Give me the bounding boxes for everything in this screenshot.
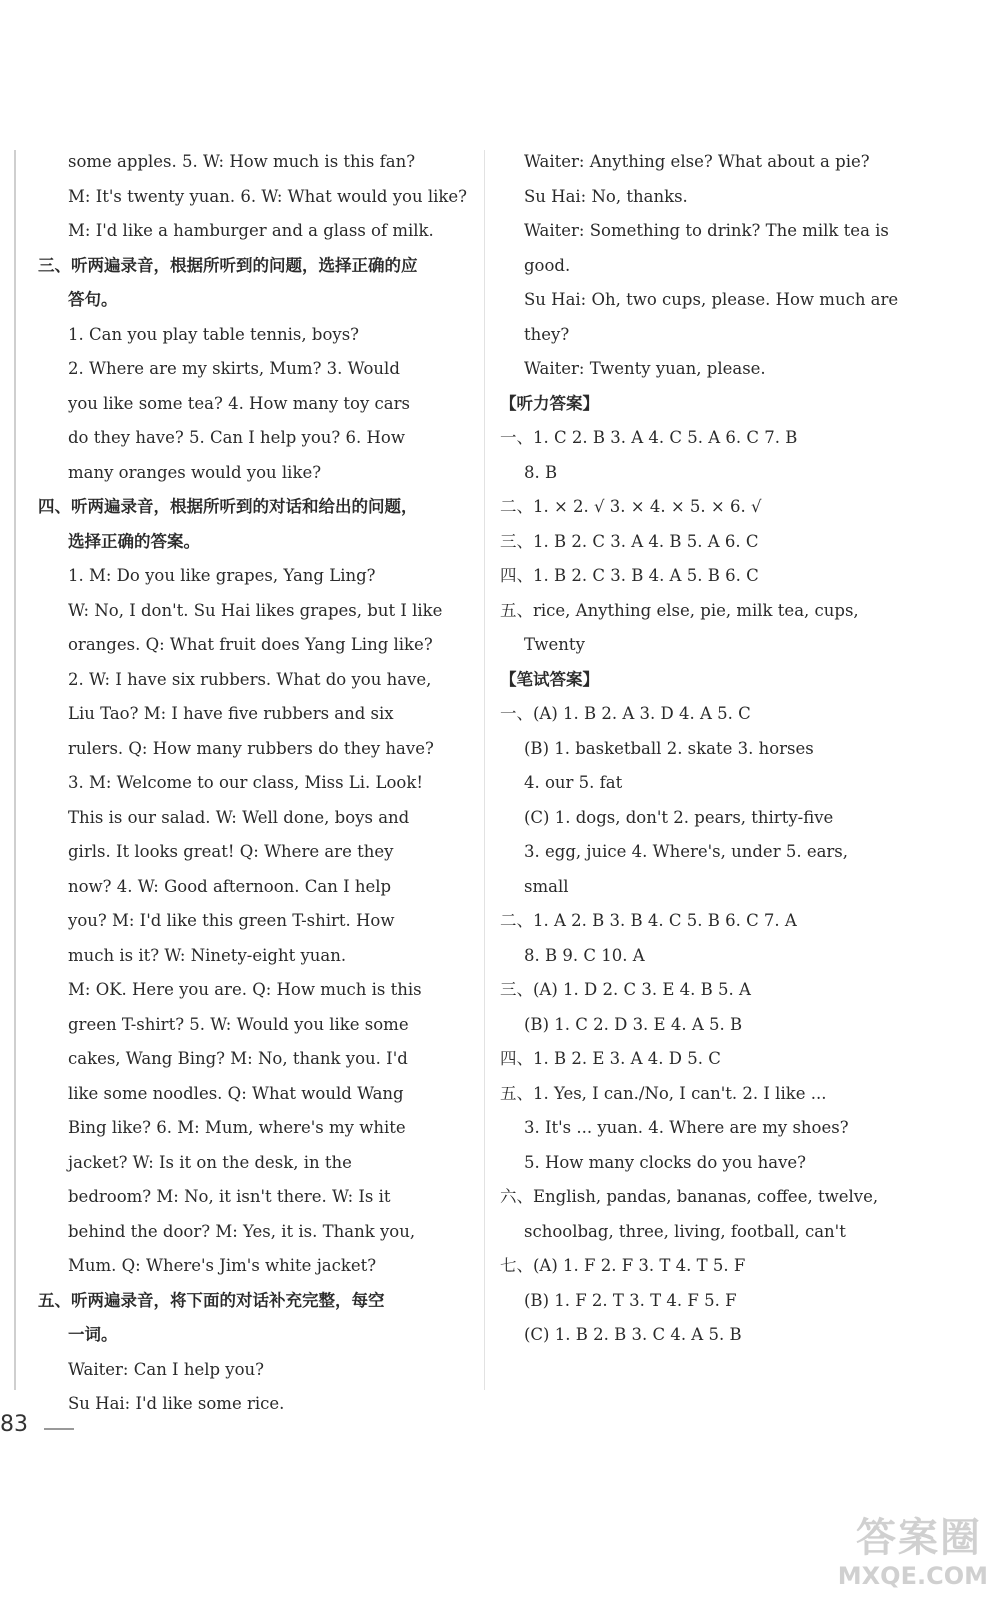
right-text-line: 五、1. Yes, I can./No, I can't. 2. I like ... <box>500 1083 827 1103</box>
left-text-line: cakes, Wang Bing? M: No, thank you. I'd <box>68 1049 408 1068</box>
right-text-line: (B) 1. C 2. D 3. E 4. A 5. B <box>524 1014 743 1034</box>
right-text-line: small <box>524 876 569 896</box>
right-text-line: 七、(A) 1. F 2. F 3. T 4. T 5. F <box>500 1256 746 1275</box>
right-text-line: 三、(A) 1. D 2. C 3. E 4. B 5. A <box>500 980 751 999</box>
right-text-line: 3. egg, juice 4. Where's, under 5. ears, <box>524 842 849 861</box>
left-text-line: M: OK. Here you are. Q: How much is this <box>68 980 422 999</box>
left-text-line: Liu Tao? M: I have five rubbers and six <box>68 704 394 723</box>
left-text-line: jacket? W: Is it on the desk, in the <box>68 1152 352 1172</box>
right-text-line: 一、1. C 2. B 3. A 4. C 5. A 6. C 7. B <box>500 428 798 447</box>
left-text-line: like some noodles. Q: What would Wang <box>68 1083 404 1103</box>
right-text-line: Waiter: Twenty yuan, please. <box>524 359 766 378</box>
right-text-line: they? <box>524 324 570 344</box>
right-text-line: Twenty <box>524 635 585 654</box>
right-text-line: 二、1. × 2. √ 3. × 4. × 5. × 6. √ <box>500 497 762 516</box>
right-text-line: 五、rice, Anything else, pie, milk tea, cups, <box>500 600 859 620</box>
left-text-line: 一词。 <box>68 1325 118 1344</box>
left-text-line: This is our salad. W: Well done, boys and <box>68 807 410 827</box>
right-text-line: 六、English, pandas, bananas, coffee, twelve, <box>500 1187 879 1206</box>
right-text-line: 【笔试答案】 <box>500 669 599 689</box>
left-text-line: green T-shirt? 5. W: Would you like some <box>68 1014 409 1034</box>
left-text-line: M: I'd like a hamburger and a glass of milk. <box>68 221 434 240</box>
left-text-line: 1. Can you play table tennis, boys? <box>68 324 360 344</box>
left-text-line: Su Hai: I'd like some rice. <box>68 1394 285 1413</box>
right-text-line: Waiter: Anything else? What about a pie? <box>524 152 870 171</box>
watermark-text: 答案圈 <box>856 1515 982 1561</box>
left-text-line: you? M: I'd like this green T-shirt. How <box>68 911 395 930</box>
left-text-line: behind the door? M: Yes, it is. Thank you, <box>68 1221 416 1241</box>
column-divider <box>484 150 485 1390</box>
left-text-line: oranges. Q: What fruit does Yang Ling like? <box>68 635 433 654</box>
left-margin-rule <box>14 150 16 1390</box>
right-text-line: Su Hai: Oh, two cups, please. How much are <box>524 290 899 309</box>
left-text-line: Mum. Q: Where's Jim's white jacket? <box>68 1256 377 1275</box>
left-text-line: 2. W: I have six rubbers. What do you have, <box>68 669 432 689</box>
right-text-line: 四、1. B 2. C 3. B 4. A 5. B 6. C <box>500 566 759 585</box>
right-column <box>500 145 938 1353</box>
right-text-line: 三、1. B 2. C 3. A 4. B 5. A 6. C <box>500 531 759 551</box>
left-text-line: M: It's twenty yuan. 6. W: What would you like? <box>68 186 468 206</box>
left-text-line: now? 4. W: Good afternoon. Can I help <box>68 876 392 896</box>
right-text-line: good. <box>524 255 571 275</box>
left-text-line: many oranges would you like? <box>68 462 322 482</box>
page-number-line <box>44 1428 74 1430</box>
right-text-line: 8. B 9. C 10. A <box>524 945 645 965</box>
left-text-line: Bing like? 6. M: Mum, where's my white <box>68 1118 406 1137</box>
right-text-line: (C) 1. dogs, don't 2. pears, thirty-five <box>524 807 834 827</box>
right-text-line: (C) 1. B 2. B 3. C 4. A 5. B <box>524 1325 742 1344</box>
right-text-line: Su Hai: No, thanks. <box>524 186 688 206</box>
left-column <box>38 145 470 1422</box>
left-text-line: bedroom? M: No, it isn't there. W: Is it <box>68 1187 391 1206</box>
left-text-line: 五、听两遍录音，将下面的对话补充完整，每空 <box>38 1290 385 1310</box>
left-text-line: some apples. 5. W: How much is this fan? <box>68 152 416 171</box>
left-text-line: W: No, I don't. Su Hai likes grapes, but I like <box>68 600 443 620</box>
left-text-line: 1. M: Do you like grapes, Yang Ling? <box>68 566 376 585</box>
right-text-line: 四、1. B 2. E 3. A 4. D 5. C <box>500 1049 721 1068</box>
right-text-line: 5. How many clocks do you have? <box>524 1152 807 1172</box>
right-text-line: 【听力答案】 <box>500 393 599 413</box>
right-text-line: (B) 1. basketball 2. skate 3. horses <box>524 738 814 758</box>
left-text-line: do they have? 5. Can I help you? 6. How <box>68 428 405 447</box>
right-text-line: 二、1. A 2. B 3. B 4. C 5. B 6. C 7. A <box>500 911 797 930</box>
left-text-line: 答句。 <box>68 290 118 309</box>
left-text-line: Waiter: Can I help you? <box>68 1359 265 1379</box>
right-text-line: 4. our 5. fat <box>524 773 623 792</box>
left-text-line: 3. M: Welcome to our class, Miss Li. Look! <box>68 773 423 792</box>
right-text-line: 3. It's ... yuan. 4. Where are my shoes? <box>524 1118 849 1137</box>
left-text-line: 四、听两遍录音，根据所听到的对话和给出的问题， <box>38 497 418 516</box>
left-text-line: you like some tea? 4. How many toy cars <box>68 393 410 413</box>
right-text-line: schoolbag, three, living, football, can't <box>524 1221 846 1241</box>
left-text-line: much is it? W: Ninety-eight yuan. <box>68 945 347 965</box>
right-text-line: (B) 1. F 2. T 3. T 4. F 5. F <box>524 1290 737 1310</box>
left-text-line: rulers. Q: How many rubbers do they have? <box>68 738 434 758</box>
watermark-url: MXQE.COM <box>837 1562 988 1590</box>
right-text-line: 一、(A) 1. B 2. A 3. D 4. A 5. C <box>500 704 751 723</box>
page-number: 83 <box>0 1412 28 1437</box>
right-text-line: 8. B <box>524 462 558 482</box>
right-text-line: Waiter: Something to drink? The milk tea is <box>524 221 889 240</box>
watermark-logo <box>812 1506 992 1596</box>
left-text-line: girls. It looks great! Q: Where are they <box>68 842 394 861</box>
left-text-line: 选择正确的答案。 <box>68 531 200 551</box>
left-text-line: 2. Where are my skirts, Mum? 3. Would <box>68 359 400 378</box>
left-text-line: 三、听两遍录音，根据所听到的问题，选择正确的应 <box>38 255 418 275</box>
